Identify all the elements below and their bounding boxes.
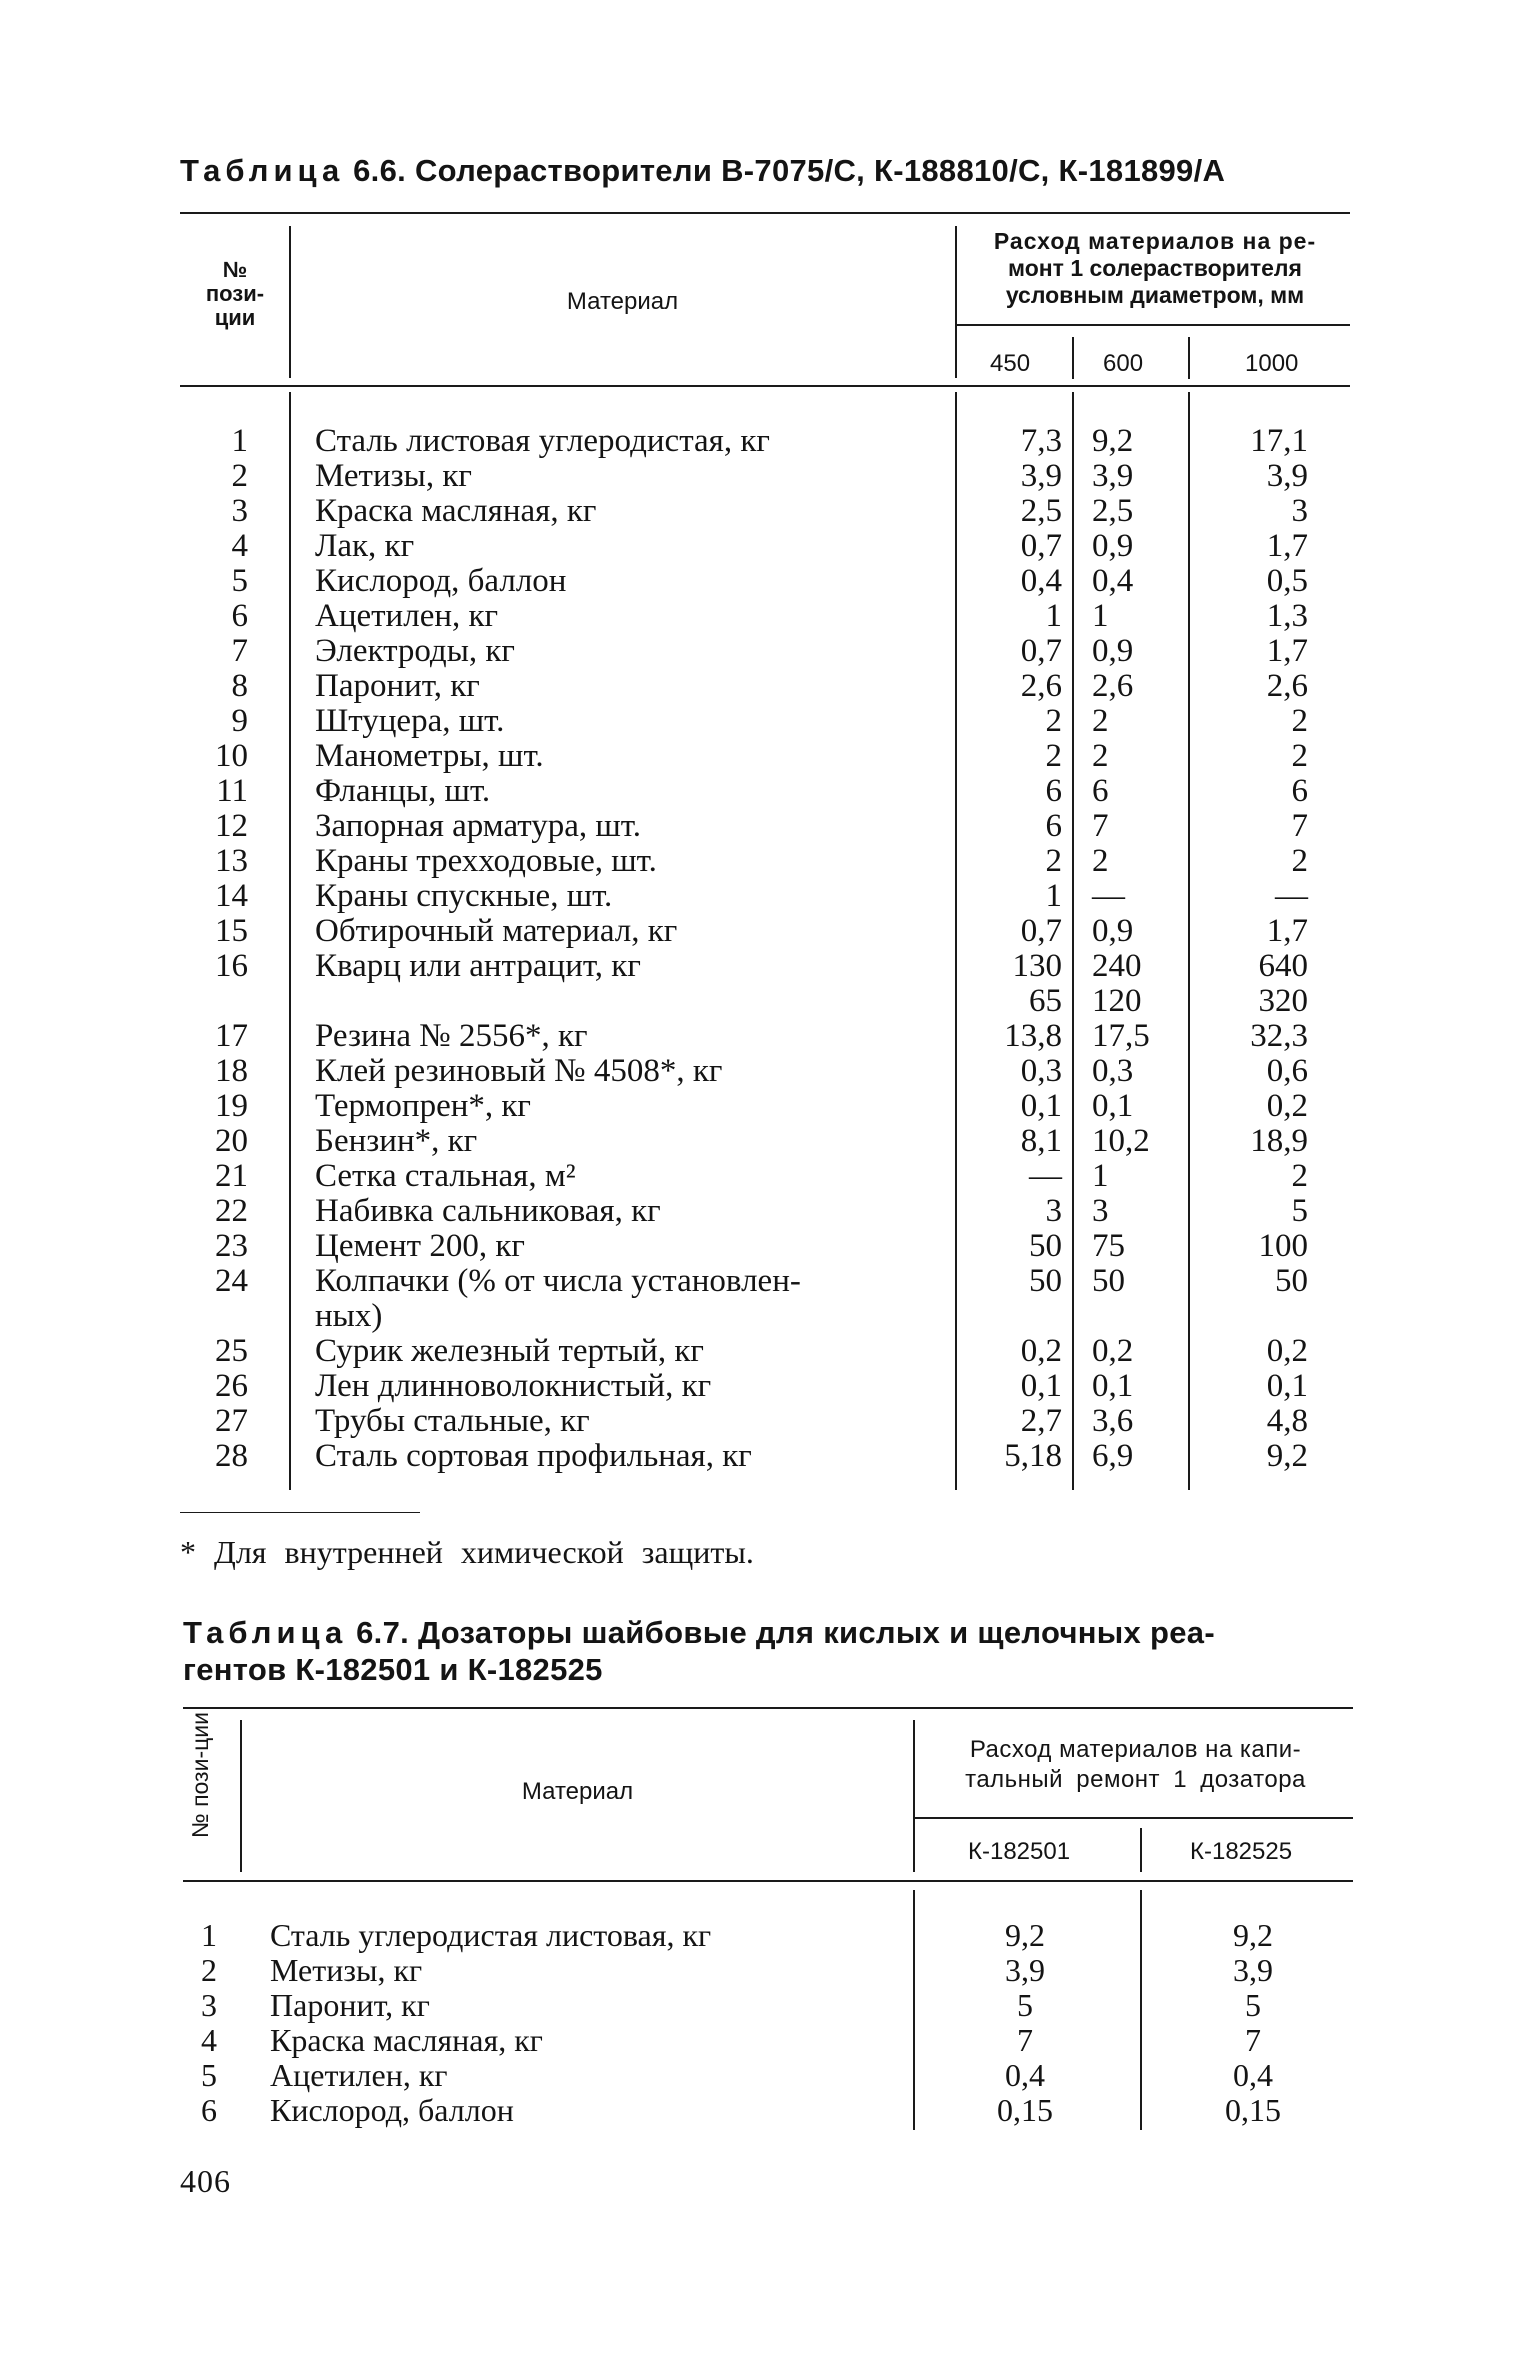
- cell-1000: 2: [1291, 1158, 1308, 1194]
- cell-450: 0,2: [1020, 1333, 1062, 1369]
- cell-450: 3: [1045, 1193, 1062, 1229]
- cell-450: 0,4: [1020, 563, 1062, 599]
- table-row: [0, 2058, 1535, 2093]
- cell-material: Краны трехходовые, шт.: [315, 843, 657, 879]
- header-size-600: 600: [1103, 350, 1144, 377]
- cell-position: 6: [231, 598, 248, 634]
- table-row: [0, 1988, 1535, 2023]
- cell-material: Обтирочный материал, кг: [315, 913, 678, 949]
- cell-material: Ацетилен, кг: [270, 2057, 448, 2093]
- cell-600: 3,9: [1092, 458, 1134, 494]
- cell-600: 6,9: [1092, 1438, 1134, 1474]
- cell-position: 19: [215, 1088, 248, 1124]
- cell-model-a: 0,15: [997, 2092, 1053, 2128]
- cell-material: Паронит, кг: [315, 668, 480, 704]
- cell-450: 2,7: [1020, 1403, 1062, 1439]
- cell-position: 4: [201, 2022, 217, 2058]
- header-material: Материал: [566, 288, 679, 315]
- cell-1000: 17,1: [1250, 423, 1308, 459]
- cell-600: 2: [1092, 703, 1109, 739]
- cell-600: 9,2: [1092, 423, 1134, 459]
- cell-1000: 2,6: [1266, 668, 1308, 704]
- cell-600: 6: [1092, 773, 1109, 809]
- cell-450: 0,7: [1020, 528, 1062, 564]
- cell-position: 21: [215, 1158, 248, 1194]
- cell-material: Ацетилен, кг: [315, 598, 499, 634]
- cell-1000: 6: [1291, 773, 1308, 809]
- cell-450: 2: [1045, 738, 1062, 774]
- cell-600: 1: [1092, 1158, 1109, 1194]
- cell-position: 26: [215, 1368, 248, 1404]
- caption-rest: 6.6. Солерастворители В-7075/С, К-188810/С, К-181899/А: [353, 153, 1226, 188]
- table-row: [0, 1918, 1535, 1953]
- cell-1000: 0,2: [1266, 1088, 1308, 1124]
- cell-model-a: 9,2: [1005, 1917, 1045, 1953]
- cell-600: 0,1: [1092, 1088, 1134, 1124]
- cell-position: 24: [215, 1263, 248, 1299]
- header-model-a: К-182501: [968, 1838, 1071, 1865]
- cell-material: Штуцера, шт.: [315, 703, 505, 739]
- cell-position: 25: [215, 1333, 248, 1369]
- table-row: [0, 2023, 1535, 2058]
- cell-material: Сурик железный тертый, кг: [315, 1333, 704, 1369]
- caption-lead: Таблица: [183, 1615, 348, 1650]
- header-consumption: Расход материалов на капи- тальный ремонт 1 дозатора: [965, 1736, 1306, 1793]
- cell-material: Краны спускные, шт.: [315, 878, 613, 914]
- cell-600: 0,9: [1092, 528, 1134, 564]
- cell-material: Сталь сортовая профильная, кг: [315, 1438, 752, 1474]
- cell-material: Кислород, баллон: [315, 563, 567, 599]
- cell-model-a: 7: [1017, 2022, 1033, 2058]
- cell-1000: 18,9: [1250, 1123, 1308, 1159]
- cell-450: 6: [1045, 808, 1062, 844]
- header-model-b: К-182525: [1190, 1838, 1293, 1865]
- cell-600: 0,1: [1092, 1368, 1134, 1404]
- cell-position: 1: [231, 423, 248, 459]
- cell-450: 1: [1045, 598, 1062, 634]
- cell-450: 0,7: [1020, 913, 1062, 949]
- cell-position: 8: [231, 668, 248, 704]
- cell-600: 0,4: [1092, 563, 1134, 599]
- cell-450: 0,3: [1020, 1053, 1062, 1089]
- cell-1000: 1,3: [1266, 598, 1308, 634]
- cell-position: 20: [215, 1123, 248, 1159]
- cell-position: 5: [231, 563, 248, 599]
- cell-600: 240: [1092, 948, 1142, 984]
- cell-position: 3: [201, 1987, 217, 2023]
- cell-450: 0,7: [1020, 633, 1062, 669]
- page-number: 406: [180, 2163, 231, 2199]
- cell-material: Колпачки (% от числа установлен-: [315, 1263, 801, 1299]
- footnote: * Для внутренней химической защиты.: [180, 1534, 754, 1570]
- cell-position: 27: [215, 1403, 248, 1439]
- cell-450: 0,1: [1020, 1368, 1062, 1404]
- cell-1000: 0,1: [1266, 1368, 1308, 1404]
- cell-1000: 320: [1258, 983, 1308, 1019]
- cell-position: 23: [215, 1228, 248, 1264]
- cell-material: Запорная арматура, шт.: [315, 808, 641, 844]
- cell-material: Лен длинноволокнистый, кг: [315, 1368, 712, 1404]
- cell-600: 50: [1092, 1263, 1125, 1299]
- cell-position: 13: [215, 843, 248, 879]
- caption-line-1: 6.7. Дозаторы шайбовые для кислых и щелочных реа-: [356, 1615, 1215, 1650]
- table-row: [0, 2093, 1535, 2128]
- cell-position: 6: [201, 2092, 217, 2128]
- cell-position: 10: [215, 738, 248, 774]
- cell-450: 2,5: [1020, 493, 1062, 529]
- cell-position: 2: [231, 458, 248, 494]
- cell-1000: 2: [1291, 843, 1308, 879]
- cell-position: 18: [215, 1053, 248, 1089]
- cell-600: 120: [1092, 983, 1142, 1019]
- cell-600: 3,6: [1092, 1403, 1134, 1439]
- cell-material: Трубы стальные, кг: [315, 1403, 590, 1439]
- cell-450: 65: [1029, 983, 1062, 1019]
- cell-model-a: 3,9: [1005, 1952, 1045, 1988]
- cell-1000: 50: [1275, 1263, 1308, 1299]
- header-position: № пози-ции: [187, 1712, 213, 1838]
- cell-600: 17,5: [1092, 1018, 1150, 1054]
- cell-material: Метизы, кг: [270, 1952, 423, 1988]
- cell-1000: 3,9: [1266, 458, 1308, 494]
- cell-material: Цемент 200, кг: [315, 1228, 525, 1264]
- cell-1000: 100: [1258, 1228, 1308, 1264]
- cell-material: Паронит, кг: [270, 1987, 430, 2023]
- cell-1000: 1,7: [1266, 913, 1308, 949]
- cell-model-b: 7: [1245, 2022, 1261, 2058]
- cell-450: 0,1: [1020, 1088, 1062, 1124]
- cell-450: 2,6: [1020, 668, 1062, 704]
- cell-material: Сталь листовая углеродистая, кг: [315, 423, 770, 459]
- cell-450: 3,9: [1020, 458, 1062, 494]
- cell-1000: 640: [1258, 948, 1308, 984]
- cell-1000: 7: [1291, 808, 1308, 844]
- cell-450: 6: [1045, 773, 1062, 809]
- cell-600: 7: [1092, 808, 1109, 844]
- cell-450: 130: [1012, 948, 1062, 984]
- cell-450: 1: [1045, 878, 1062, 914]
- cell-material: Фланцы, шт.: [315, 773, 491, 809]
- cell-600: 75: [1092, 1228, 1125, 1264]
- cell-600: 3: [1092, 1193, 1109, 1229]
- cell-position: 7: [231, 633, 248, 669]
- table-row: [0, 1953, 1535, 1988]
- header-position: № пози- ции: [205, 257, 265, 330]
- cell-material: Лак, кг: [315, 528, 415, 564]
- cell-model-b: 5: [1245, 1987, 1261, 2023]
- cell-1000: 9,2: [1266, 1438, 1308, 1474]
- cell-material: Бензин*, кг: [315, 1123, 478, 1159]
- cell-model-a: 5: [1017, 1987, 1033, 2023]
- cell-1000: 1,7: [1266, 528, 1308, 564]
- cell-model-b: 9,2: [1233, 1917, 1273, 1953]
- caption-line-2: гентов К-182501 и К-182525: [183, 1652, 603, 1687]
- cell-450: 50: [1029, 1228, 1062, 1264]
- cell-450: 2: [1045, 703, 1062, 739]
- caption-lead: Таблица: [180, 153, 345, 188]
- cell-model-a: 0,4: [1005, 2057, 1045, 2093]
- cell-450: 13,8: [1004, 1018, 1062, 1054]
- cell-material: Сталь углеродистая листовая, кг: [270, 1917, 712, 1953]
- cell-1000: 32,3: [1250, 1018, 1308, 1054]
- cell-600: 0,9: [1092, 633, 1134, 669]
- cell-600: 0,2: [1092, 1333, 1134, 1369]
- cell-600: 2: [1092, 843, 1109, 879]
- cell-position: 17: [215, 1018, 248, 1054]
- cell-1000: 3: [1291, 493, 1308, 529]
- cell-600: 10,2: [1092, 1123, 1150, 1159]
- cell-material: Краска масляная, кг: [315, 493, 597, 529]
- cell-model-b: 3,9: [1233, 1952, 1273, 1988]
- cell-material: Клей резиновый № 4508*, кг: [315, 1053, 723, 1089]
- cell-position: 9: [231, 703, 248, 739]
- cell-material: Термопрен*, кг: [315, 1088, 531, 1124]
- cell-position: 11: [216, 773, 248, 809]
- cell-450: 7,3: [1020, 423, 1062, 459]
- cell-position: 14: [215, 878, 248, 914]
- cell-position: 3: [231, 493, 248, 529]
- cell-600: 1: [1092, 598, 1109, 634]
- cell-1000: 5: [1291, 1193, 1308, 1229]
- cell-position: 22: [215, 1193, 248, 1229]
- cell-600: 2,6: [1092, 668, 1134, 704]
- cell-1000: 0,6: [1266, 1053, 1308, 1089]
- cell-material: Резина № 2556*, кг: [315, 1018, 588, 1054]
- cell-450: 8,1: [1020, 1123, 1062, 1159]
- cell-material: Кварц или антрацит, кг: [315, 948, 641, 984]
- cell-450: —: [1029, 1158, 1062, 1194]
- cell-material: Набивка сальниковая, кг: [315, 1193, 661, 1229]
- cell-600: —: [1092, 878, 1125, 914]
- header-material: Материал: [521, 1778, 634, 1805]
- cell-1000: 0,5: [1266, 563, 1308, 599]
- cell-600: 2,5: [1092, 493, 1134, 529]
- cell-1000: 2: [1291, 738, 1308, 774]
- cell-450: 50: [1029, 1263, 1062, 1299]
- cell-600: 0,9: [1092, 913, 1134, 949]
- cell-position: 4: [231, 528, 248, 564]
- cell-material: Сетка стальная, м²: [315, 1158, 576, 1194]
- cell-material: Кислород, баллон: [270, 2092, 514, 2128]
- cell-position: 28: [215, 1438, 248, 1474]
- header-size-450: 450: [990, 350, 1031, 377]
- cell-model-b: 0,4: [1233, 2057, 1273, 2093]
- cell-position: 12: [215, 808, 248, 844]
- cell-material: Электроды, кг: [315, 633, 515, 669]
- cell-1000: 0,2: [1266, 1333, 1308, 1369]
- cell-material: Метизы, кг: [315, 458, 472, 494]
- cell-600: 2: [1092, 738, 1109, 774]
- cell-position: 1: [201, 1917, 217, 1953]
- cell-material: ных): [315, 1298, 383, 1334]
- cell-position: 2: [201, 1952, 217, 1988]
- cell-600: 0,3: [1092, 1053, 1134, 1089]
- cell-450: 2: [1045, 843, 1062, 879]
- cell-1000: —: [1275, 878, 1308, 914]
- header-size-1000: 1000: [1245, 350, 1299, 377]
- cell-position: 5: [201, 2057, 217, 2093]
- cell-material: Краска масляная, кг: [270, 2022, 543, 2058]
- cell-1000: 1,7: [1266, 633, 1308, 669]
- header-consumption: Расход материалов на ре- монт 1 солерастворителя условным диаметром, мм: [993, 228, 1317, 308]
- cell-position: 16: [215, 948, 248, 984]
- cell-450: 5,18: [1004, 1438, 1062, 1474]
- cell-model-b: 0,15: [1225, 2092, 1281, 2128]
- cell-1000: 2: [1291, 703, 1308, 739]
- cell-1000: 4,8: [1266, 1403, 1308, 1439]
- cell-position: 15: [215, 913, 248, 949]
- cell-material: Манометры, шт.: [315, 738, 544, 774]
